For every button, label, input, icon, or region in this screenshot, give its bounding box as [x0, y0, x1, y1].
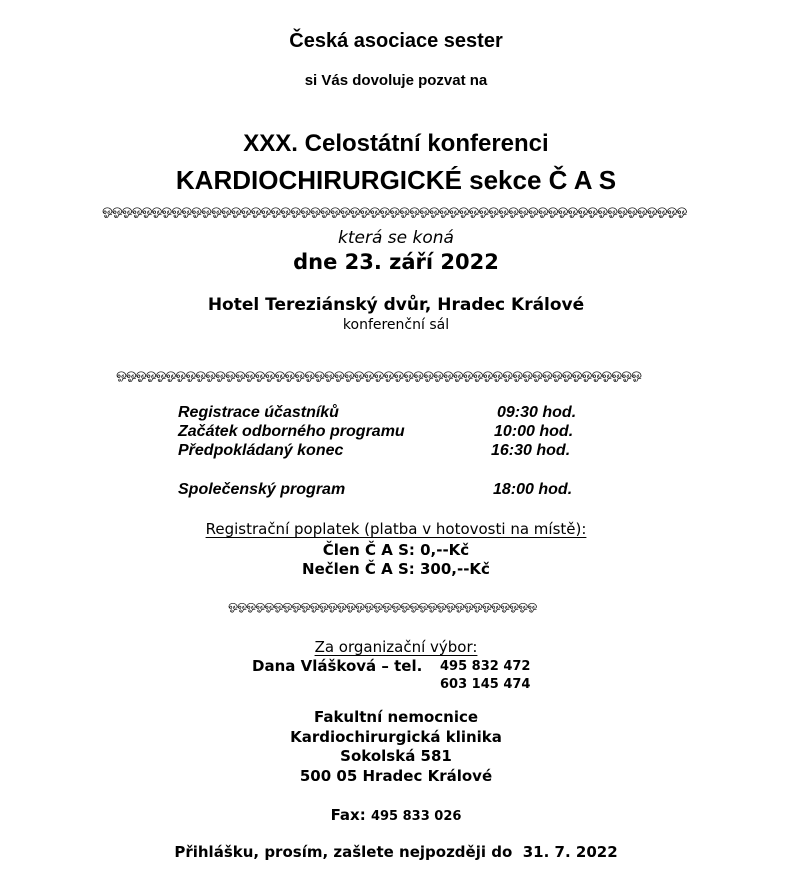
- fee-heading: [0, 520, 792, 538]
- organizer-heading: [0, 638, 792, 656]
- schedule-label-end: Předpokládaný konec: [178, 442, 344, 459]
- event-intro: která se koná: [338, 228, 454, 248]
- fax-number: 495 833 026: [370, 809, 462, 824]
- ornament-divider: [102, 202, 690, 219]
- fax: [0, 806, 792, 824]
- organization-name: Česká asociace sester: [289, 30, 503, 52]
- section-title: KARDIOCHIRURGICKÉ sekce Č A S: [175, 165, 617, 195]
- address-line-4: 500 05 Hradec Králové: [299, 767, 493, 785]
- fee-nonmember: Nečlen Č A S: 300,--Kč: [302, 560, 490, 578]
- event-venue: Hotel Tereziánský dvůr, Hradec Králové: [207, 295, 585, 315]
- schedule-label-social: Společenský program: [178, 481, 346, 498]
- schedule-time-registration: 09:30 hod.: [497, 404, 577, 421]
- event-date: dne 23. září 2022: [293, 250, 499, 274]
- conference-title: XXX. Celostátní konferenci: [243, 130, 549, 157]
- fee-member: Člen Č A S: 0,--Kč: [322, 541, 470, 559]
- deadline-date: 31. 7. 2022: [522, 843, 618, 861]
- event-room: konferenční sál: [342, 317, 450, 333]
- address-line-2: Kardiochirurgická klinika: [290, 728, 502, 746]
- organizer-phone-1: 495 832 472: [440, 659, 531, 674]
- schedule-time-social: 18:00 hod.: [493, 481, 573, 498]
- deadline-text: Přihlášku, prosím, zašlete nejpozději do: [174, 843, 513, 861]
- organizer-name: Dana Vlášková – tel.: [252, 657, 423, 675]
- address-line-3: Sokolská 581: [340, 747, 452, 765]
- address-line-1: Fakultní nemocnice: [313, 708, 479, 726]
- ornament-divider: [116, 366, 646, 383]
- ornament-row: ஓஓஓஓஓஓஓஓஓஓஓஓஓஓஓஓஓஓஓஓஓஓஓஓஓஓஓஓஓஓஓஓஓஓ: [228, 598, 537, 612]
- invitation-text: si Vás dovoluje pozvat na: [304, 72, 488, 89]
- ornament-row: ஓஓஓஓஓஓஓஓஓஓஓஓஓஓஓஓஓஓஓஓஓஓஓஓஓஓஓஓஓஓஓஓஓஓஓஓஓஓஓஓஓஓஓஓஓஓஓஓஓஓஓஓஓஓஓஓஓஓஓ: [102, 202, 687, 217]
- ornament-divider: [228, 598, 544, 614]
- schedule-label-registration: Registrace účastníků: [178, 404, 339, 421]
- ornament-row: ஓஓஓஓஓஓஓஓஓஓஓஓஓஓஓஓஓஓஓஓஓஓஓஓஓஓஓஓஓஓஓஓஓஓஓஓஓஓஓஓஓஓஓஓஓஓஓஓஓஓஓஓஓ: [116, 366, 641, 381]
- schedule-time-end: 16:30 hod.: [491, 442, 571, 459]
- fee-heading-text: Registrační poplatek (platba v hotovosti na místě):: [205, 520, 587, 538]
- deadline: [0, 843, 792, 861]
- fax-label: Fax:: [330, 806, 366, 824]
- organizer-heading-text: Za organizační výbor:: [314, 638, 478, 656]
- organizer-phone-2: 603 145 474: [440, 677, 531, 692]
- schedule-label-start: Začátek odborného programu: [178, 423, 405, 440]
- schedule-time-start: 10:00 hod.: [494, 423, 574, 440]
